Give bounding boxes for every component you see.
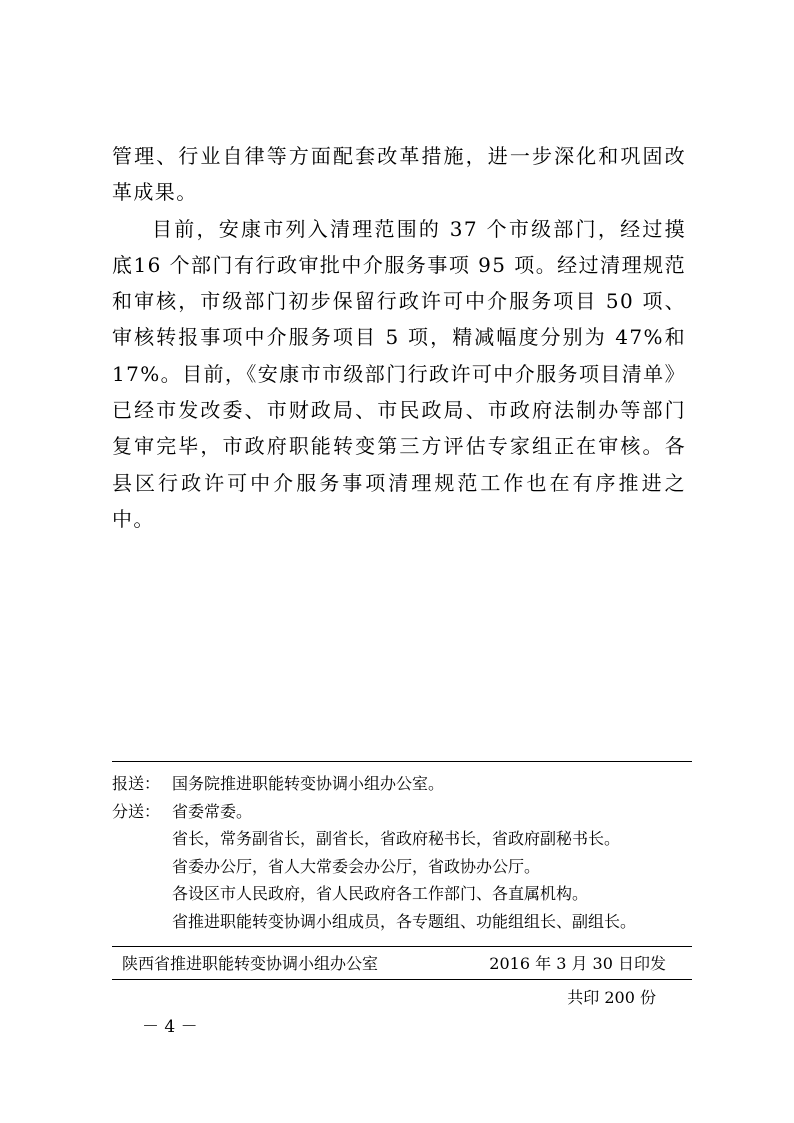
copy-to-row xyxy=(112,853,712,881)
copy-recipient: 省委办公厅，省人大常委会办公厅，省政协办公厅。 xyxy=(172,856,541,876)
distribution-list xyxy=(112,770,712,935)
copy-to-row xyxy=(112,825,712,853)
issuer-name: 陕西省推进职能转变协调小组办公室 xyxy=(122,954,379,973)
top-divider xyxy=(112,761,692,762)
report-label: 报送： xyxy=(112,774,161,793)
paragraph-ankang-progress: 目前，安康市列入清理范围的 37 个市级部门，经过摸底16 个部门有行政审批中介服务事项 95 项。经过清理规范和审核，市级部门初步保留行政许可中介服务项目 50 项、审核转报事项中介服务项目 5 项，精减幅度分别为 47%和 17%。目前，《安康市市级部门行政许可中介服务项目清单》已经市发改委、市财政局、市民政局、市政府法制办等部门复审完毕，市政府职能转变第三方评估专家组正在审核。各县区行政许可中介服务事项清理规范工作也在有序推进之中。 xyxy=(112,216,686,531)
issuer-bottom-divider xyxy=(112,979,692,980)
issue-date: 2016 年 3 月 30 日印发 xyxy=(489,954,666,973)
report-recipient: 国务院推进职能转变协调小组办公室。 xyxy=(172,774,445,793)
issuer-row xyxy=(112,950,692,978)
copy-label: 分送： xyxy=(112,801,161,821)
copy-recipient: 省长，常务副省长，副省长，省政府秘书长，省政府副秘书长。 xyxy=(172,829,621,848)
report-to-row xyxy=(112,770,712,798)
copy-recipient: 省委常委。 xyxy=(172,801,253,821)
page-number: － 4 － xyxy=(142,1017,198,1037)
copy-to-row xyxy=(112,798,712,826)
print-count: 共印 200 份 xyxy=(567,988,656,1007)
body-text xyxy=(112,138,686,537)
paragraph-continuation: 管理、行业自律等方面配套改革措施，进一步深化和巩固改革成果。 xyxy=(112,144,686,205)
copy-recipient: 各设区市人民政府，省人民政府各工作部门、各直属机构。 xyxy=(172,884,589,903)
issuer-top-divider xyxy=(112,946,692,947)
copy-to-row xyxy=(112,880,712,908)
copy-recipient: 省推进职能转变协调小组成员，各专题组、功能组组长、副组长。 xyxy=(172,911,637,931)
copy-to-row xyxy=(112,908,712,936)
